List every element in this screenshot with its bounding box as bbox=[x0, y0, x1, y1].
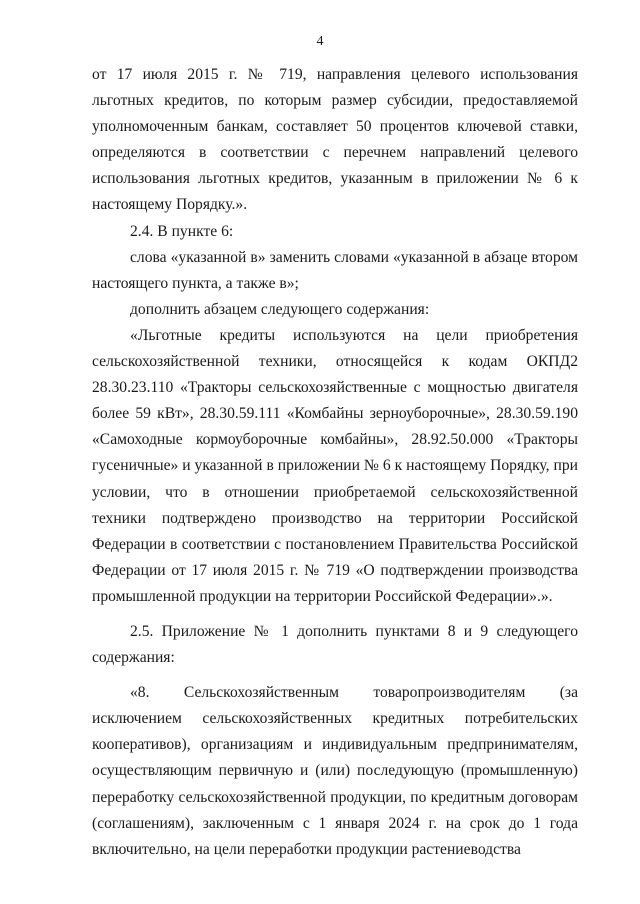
paragraph-item-8: «8. Сельскохозяйственным товаропроизводителям (за исключением сельскохозяйственных кредитных потребительских кооперативов), организациям и индивидуальным предпринимателям, осуществляющим первичную и (или) последующую (промышленную) переработку сельскохозяйственной продукции, по кредитным договорам (соглашениям), заключенным с 1 января 2024 г. на срок до 1 года включительно, на цели переработки продукции растениеводства bbox=[92, 684, 578, 858]
paragraph-replace-words: слова «указанной в» заменить словами «указанной в абзаце втором настоящего пункта, а также в»; bbox=[92, 248, 578, 292]
document-body bbox=[92, 62, 578, 863]
paragraph-add-clause: дополнить абзацем следующего содержания: bbox=[130, 300, 430, 318]
page-number: 4 bbox=[316, 34, 324, 49]
paragraph-2-4-heading: 2.4. В пункте 6: bbox=[130, 222, 234, 240]
paragraph-continuation: от 17 июля 2015 г. № 719, направления целевого использования льготных кредитов, по которым размер субсидии, предоставляемой уполномоченным банкам, составляет 50 процентов ключевой ставки, определяются в соответствии с перечнем направлений целевого использования льготных кредитов, указанным в приложении № 6 к настоящему Порядку.». bbox=[92, 66, 578, 214]
paragraph-quoted-clause: «Льготные кредиты используются на цели приобретения сельскохозяйственной техники, относящейся к кодам ОКПД2 28.30.23.110 «Тракторы сельскохозяйственные с мощностью двигателя более 59 кВт», 28.30.59.111 «Комбайны зерноуборочные», 28.30.59.190 «Самоходные кормоуборочные комбайны», 28.92.50.000 «Тракторы гусеничные» и указанной в приложении № 6 к настоящему Порядку, при условии, что в отношении приобретаемой сельскохозяйственной техники подтверждено производство на территории Российской Федерации в соответствии с постановлением Правительства Российской Федерации от 17 июля 2015 г. № 719 «О подтверждении производства промышленной продукции на территории Российской Федерации».». bbox=[92, 326, 578, 605]
paragraph-2-5-heading: 2.5. Приложение № 1 дополнить пунктами 8 и 9 следующего содержания: bbox=[92, 622, 578, 667]
